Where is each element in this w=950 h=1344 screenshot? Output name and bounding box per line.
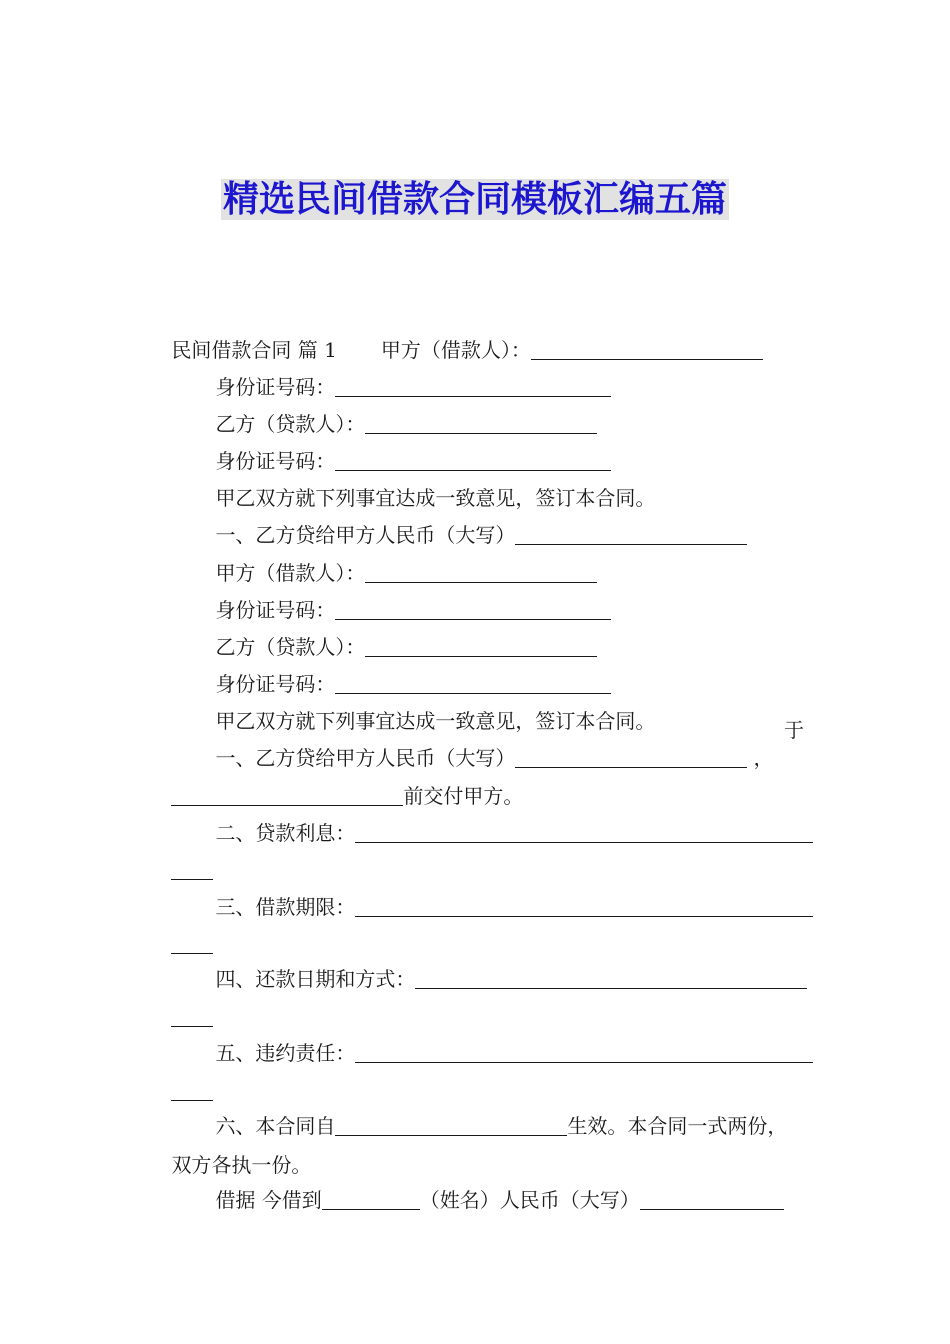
id-number-label: 身份证号码： [215, 449, 336, 473]
party-b-label: 乙方（贷款人）： [215, 412, 366, 436]
repayment-label: 四、还款日期和方式： [215, 967, 416, 991]
interest-label: 二、贷款利息： [215, 821, 356, 845]
interest-line [190, 791, 813, 875]
document-title-text: 精选民间借款合同模板汇编五篇 [222, 179, 727, 220]
breach-blank[interactable] [355, 1042, 813, 1063]
loan-amount-blank[interactable] [515, 747, 747, 768]
loan-amount-label: 一、乙方贷给甲方人民币（大写） [215, 746, 516, 770]
contract-heading: 民间借款合同 篇 1 [171, 338, 337, 362]
agreement-text: 甲乙双方就下列事宜达成一致意见，签订本合同。 [215, 709, 656, 733]
interest-blank[interactable] [355, 822, 813, 843]
delivery-prefix: 于 [784, 718, 804, 742]
iou-amount-blank[interactable] [640, 1189, 784, 1210]
repayment-blank[interactable] [415, 968, 807, 989]
iou-amount-label: （姓名）人民币（大写） [419, 1188, 640, 1212]
effective-date-blank[interactable] [335, 1115, 567, 1136]
id-number-label: 身份证号码： [215, 672, 336, 696]
delivery-text: 前交付甲方。 [403, 784, 524, 808]
breach-line [190, 1011, 813, 1095]
effective-label: 六、本合同自 [215, 1114, 336, 1138]
iou-line [190, 1158, 784, 1242]
term-label: 三、借款期限： [215, 895, 356, 919]
borrower-name-blank[interactable] [322, 1189, 420, 1210]
effective-text: 生效。本合同一式两份， [567, 1114, 788, 1138]
party-b-label: 乙方（贷款人）： [215, 635, 366, 659]
agreement-text: 甲乙双方就下列事宜达成一致意见，签订本合同。 [215, 486, 656, 510]
comma: ， [753, 746, 774, 770]
id-number-label: 身份证号码： [215, 375, 336, 399]
id-number-label: 身份证号码： [215, 598, 336, 622]
loan-amount-label: 一、乙方贷给甲方人民币（大写） [215, 523, 516, 547]
breach-label: 五、违约责任： [215, 1041, 356, 1065]
party-a-label: 甲方（借款人）： [380, 338, 531, 362]
iou-label: 借据 今借到 [215, 1188, 322, 1212]
term-blank[interactable] [355, 896, 813, 917]
document-title [0, 176, 950, 224]
party-a-label: 甲方（借款人）： [215, 561, 366, 585]
repayment-line [190, 937, 807, 1021]
copies-text: 双方各执一份。 [171, 1153, 312, 1177]
